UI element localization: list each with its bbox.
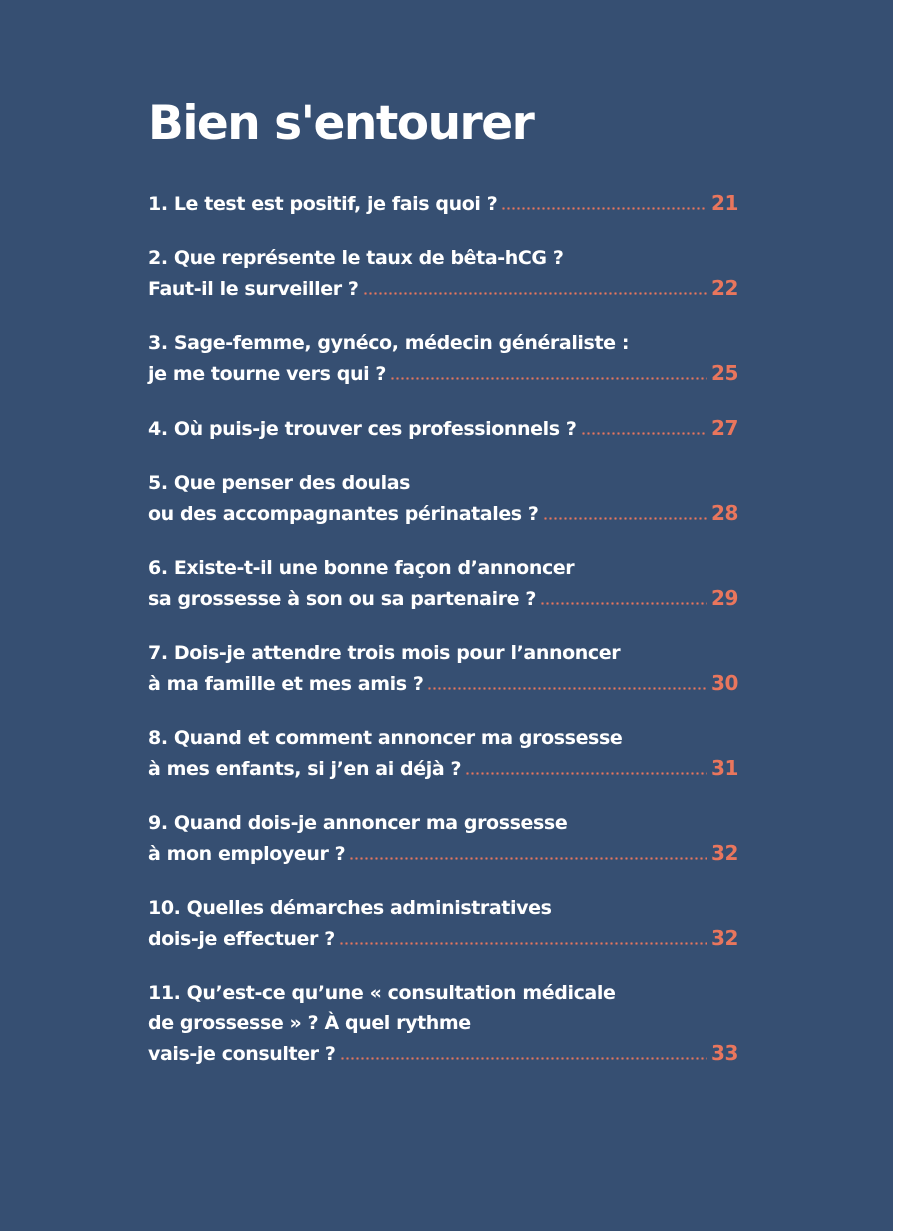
toc-entry-text: je me tourne vers qui ? <box>148 363 387 385</box>
toc-entry-line <box>148 1008 738 1038</box>
toc-entry-line <box>148 808 738 838</box>
dot-leader <box>339 942 707 945</box>
toc-entry[interactable] <box>148 188 738 218</box>
toc-entry-line <box>148 638 738 668</box>
toc-entry-line <box>148 893 738 923</box>
dot-leader <box>427 687 706 690</box>
toc-page-number: 29 <box>710 586 738 610</box>
toc-entry[interactable] <box>148 723 738 783</box>
toc-entry-line <box>148 1038 738 1068</box>
dot-leader <box>543 517 707 520</box>
toc-entry-line <box>148 468 738 498</box>
toc-entry-line <box>148 668 738 698</box>
toc-entry-text: 11. Qu’est-ce qu’une « consultation médicale <box>148 982 616 1004</box>
toc-entry-text: 10. Quelles démarches administratives <box>148 897 552 919</box>
toc-entry-line <box>148 553 738 583</box>
toc-entry-text: ou des accompagnantes périnatales ? <box>148 503 539 525</box>
toc-page-number: 30 <box>710 671 738 695</box>
toc-entry-text: 3. Sage-femme, gynéco, médecin généraliste : <box>148 332 630 354</box>
toc-entry-line <box>148 923 738 953</box>
toc-entry-line <box>148 753 738 783</box>
toc-entry[interactable] <box>148 468 738 528</box>
toc-entry-text: sa grossesse à son ou sa partenaire ? <box>148 588 536 610</box>
toc-page-number: 33 <box>710 1041 738 1065</box>
dot-leader <box>349 857 707 860</box>
toc-page-number: 22 <box>710 276 738 300</box>
toc-entry-text: à mon employeur ? <box>148 843 346 865</box>
toc-entry-line <box>148 328 738 358</box>
toc-entry-text: 4. Où puis-je trouver ces professionnels ? <box>148 418 577 440</box>
toc-page-number: 25 <box>710 361 738 385</box>
toc-entry[interactable] <box>148 413 738 443</box>
dot-leader <box>363 292 707 295</box>
toc-entry[interactable] <box>148 328 738 388</box>
dot-leader <box>390 377 707 380</box>
toc-entry-line <box>148 498 738 528</box>
toc-entry-line <box>148 978 738 1008</box>
toc-page-number: 21 <box>710 191 738 215</box>
toc-entry-text: dois-je effectuer ? <box>148 928 335 950</box>
toc-entry-line <box>148 583 738 613</box>
toc-page-number: 32 <box>710 926 738 950</box>
dot-leader <box>540 602 707 605</box>
toc-entry[interactable] <box>148 553 738 613</box>
toc-entry-line <box>148 838 738 868</box>
dot-leader <box>340 1057 707 1060</box>
toc-page-number: 31 <box>710 756 738 780</box>
toc-entry-line <box>148 358 738 388</box>
toc-entry-line <box>148 188 738 218</box>
toc-page-number: 28 <box>710 501 738 525</box>
toc-entry[interactable] <box>148 638 738 698</box>
toc-entry-text: 8. Quand et comment annoncer ma grossesse <box>148 727 623 749</box>
page-title: Bien s'entourer <box>148 96 534 151</box>
toc-entry-line <box>148 243 738 273</box>
toc-entry-text: 1. Le test est positif, je fais quoi ? <box>148 193 498 215</box>
toc-entry-text: à ma famille et mes amis ? <box>148 673 424 695</box>
toc-entry[interactable] <box>148 978 738 1068</box>
toc-entry-text: 9. Quand dois-je annoncer ma grossesse <box>148 812 568 834</box>
toc-entry-line <box>148 273 738 303</box>
toc-page-number: 32 <box>710 841 738 865</box>
dot-leader <box>465 772 707 775</box>
toc-entry-text: 5. Que penser des doulas <box>148 472 411 494</box>
toc-entry-text: 7. Dois-je attendre trois mois pour l’annoncer <box>148 642 621 664</box>
toc-entry-text: vais-je consulter ? <box>148 1043 336 1065</box>
toc-entry-line <box>148 413 738 443</box>
dot-leader <box>501 207 707 210</box>
toc-entry-text: Faut-il le surveiller ? <box>148 278 359 300</box>
table-of-contents <box>148 188 738 1093</box>
toc-entry-text: 2. Que représente le taux de bêta-hCG ? <box>148 247 564 269</box>
toc-entry-text: 6. Existe-t-il une bonne façon d’annoncer <box>148 557 575 579</box>
toc-entry[interactable] <box>148 893 738 953</box>
toc-entry-line <box>148 723 738 753</box>
dot-leader <box>581 432 707 435</box>
toc-page-number: 27 <box>710 416 738 440</box>
toc-entry-text: à mes enfants, si j’en ai déjà ? <box>148 758 462 780</box>
toc-entry[interactable] <box>148 243 738 303</box>
toc-entry-text: de grossesse » ? À quel rythme <box>148 1012 471 1034</box>
toc-entry[interactable] <box>148 808 738 868</box>
